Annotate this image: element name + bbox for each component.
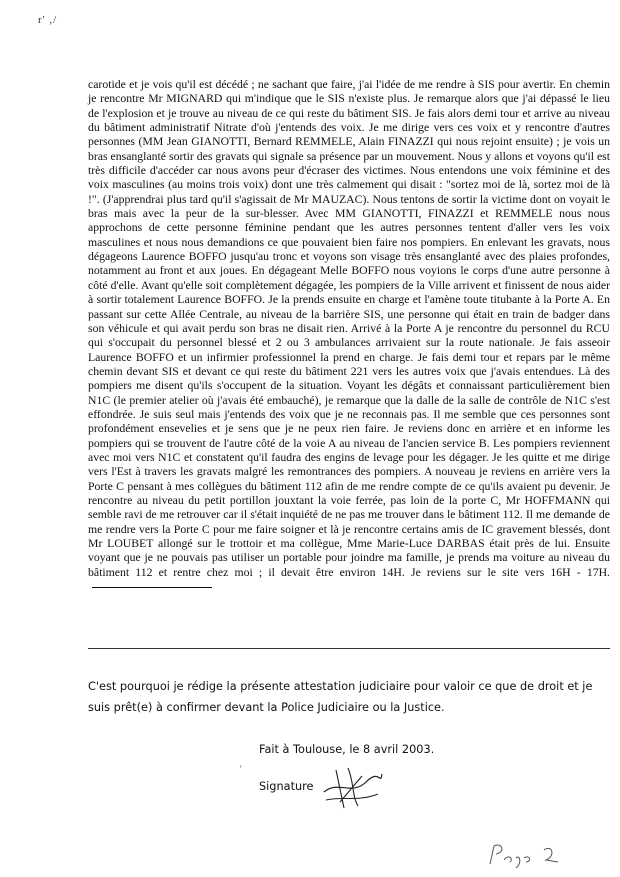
small-mark: ' (240, 764, 242, 774)
corner-mark: r' ,/ (38, 14, 58, 26)
place-and-date: Fait à Toulouse, le 8 avril 2003. (259, 743, 435, 756)
handwritten-page-number (486, 838, 576, 875)
handwritten-signature (318, 762, 388, 819)
signature-label: Signature (259, 780, 314, 793)
separator-line (88, 648, 610, 649)
end-of-text-rule (92, 587, 212, 588)
closing-statement: C'est pourquoi je rédige la présente attestation judiciaire pour valoir ce que de droit et je suis prêt(e) à confirmer devant la Police Judiciaire ou la Justice. (88, 680, 593, 714)
testimony-body (88, 78, 610, 594)
testimony-text: carotide et je vois qu'il est décédé ; ne sachant que faire, j'ai l'idée de me rendre à SIS pour avertir. En chemin je rencontre Mr MIGNARD qui m'indique que le SIS n'existe plus. Je remarque alors que j'ai dépassé le lieu de l'explosion et je trouve au niveau de ce qui reste du bâtiment SIS. Je fais alors demi tour et arrive au niveau du bâtiment administratif Nitrate d'où j'entends des voix. Je me dirige vers ces voix et y rencontre d'autres personnes (MM Jean GIANOTTI, Bernard REMMELE, Alain FINAZZI qui nous rejoint ensuite) ; je vois un bras ensanglanté sortir des gravats qui signale sa présence par un mouvement. Nous y allons et voyons qu'il est très difficile d'accéder car nous avons peur d'écraser des victimes. Nous entendons une voix féminine et des voix masculines (au moins trois voix) dont une très calmement qui disait : "sortez moi de là, sortez moi de là !". (J'apprendrai plus tard qu'il s'agissait de Mr MAUZAC). Nous tentons de sortir la victime dont on voyait le bras mais avec la peur de la sur-blesser. Avec MM GIANOTTI, FINAZZI et REMMELE nous nous approchons de cette personne féminine pendant que les autres personnes tentent d'aller vers les voix masculines et nous nous demandions ce que pouvaient bien faire nos pompiers. En enlevant les gravats, nous dégageons Laurence BOFFO jusqu'au tronc et voyons son visage très ensanglanté avec des plaies profondes, notamment au front et aux joues. En dégageant Melle BOFFO nous voyions le corps d'une autre personne à côté d'elle. Avant qu'elle soit complètement dégagée, les pompiers de la Ville arrivent et finissent de nous aider à sortir totalement Laurence BOFFO. Je la prends ensuite en charge et l'amène toute titubante à la Porte A. En passant sur cette Allée Centrale, au niveau de la barrière SIS, une personne qui était en train de badger dans son véhicule et qui avait perdu son bras ne disait rien. Arrivé à la Porte A je rencontre du personnel du RCU qui s'occupait du personnel blessé et 2 ou 3 ambulances arrivaient sur la route nationale. Je fais asseoir Laurence BOFFO et un infirmier professionnel la prend en charge. Je fais demi tour et repars par le même chemin devant SIS et devant ce qui reste du bâtiment 221 vers les autres voix que j'avais entendues. Là des pompiers me disent qu'ils s'occupent de la situation. Voyant les dégâts et connaissant particulièrement bien N1C (le premier atelier où j'avais été embauché), je remarque que la dalle de la salle de contrôle de N1C s'est effondrée. Je suis seul mais j'entends des voix que je ne reconnais pas. Il me semble que ces personnes sont profondément ensevelies et je sens que je ne peux rien faire. Je reviens donc en arrière et en informe les pompiers qui se trouvent de l'autre côté de la voie A au niveau de l'ancien service B. Les pompiers reviennent avec moi vers N1C et constatent qu'il faudra des engins de levage pour les dégager. Je les quitte et me dirige vers l'Est à travers les gravats malgré les remontrances des pompiers. A nouveau je reviens en arrière vers la Porte C pensant à mes collègues du bâtiment 112 afin de me rendre compte de ce qu'ils avaient pu devenir. Je rencontre au niveau du petit portillon jouxtant la voie ferrée, pas loin de la porte C, Mr HOFFMANN qui semble ravi de me retrouver car il s'était inquiété de ne pas me trouver dans le bâtiment 112. Il me demande de me rendre vers la Porte C pour me faire soigner et là je rencontre certains amis de IC gravement blessés, dont Mr LOUBET allongé sur le trottoir et ma collègue, Mme Marie-Luce DARBAS était près de lui. Ensuite voyant que je ne pouvais pas utiliser un portable pour joindre ma famille, je prends ma voiture au niveau du bâtiment 112 et rentre chez moi ; il devait être environ 14H. Je reviens sur le site vers 16H - 17H. (88, 78, 610, 579)
bottom-scan-edge (0, 871, 620, 873)
